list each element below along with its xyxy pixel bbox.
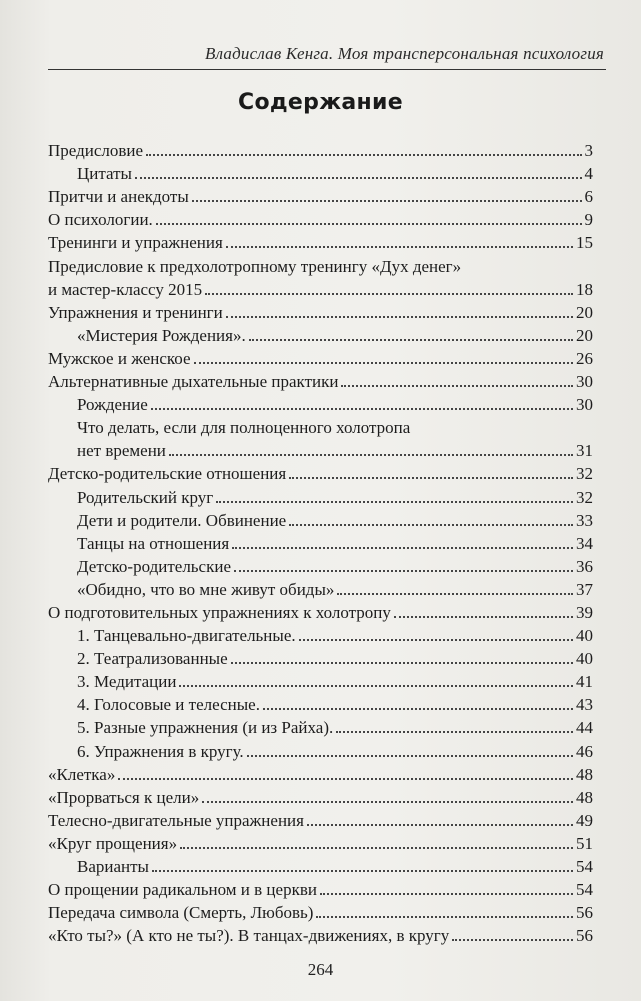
dot-leader [394, 616, 573, 618]
toc-entry-title: и мастер-классу 2015 [48, 279, 203, 299]
toc-entry [48, 715, 593, 738]
dot-leader [151, 408, 573, 410]
toc-entry [48, 531, 593, 554]
toc-entry-page: 30 [576, 395, 593, 415]
toc-entry-title: Мужское и женское [48, 348, 191, 368]
dot-leader [146, 154, 581, 156]
dot-leader [216, 501, 573, 503]
toc-entry-page: 32 [576, 464, 593, 484]
toc-entry [48, 600, 593, 623]
toc-entry-page: 51 [576, 833, 593, 853]
dot-leader [118, 778, 573, 780]
toc-entry-title: Упражнения и тренинги [48, 302, 223, 322]
toc-entry-title: «Мистерия Рождения». [77, 325, 246, 345]
toc-entry [48, 461, 593, 484]
toc-entry-title: Цитаты [77, 164, 132, 184]
toc-entry-title: Притчи и анекдоты [48, 187, 189, 207]
toc-entry-title: «Клетка» [48, 764, 116, 784]
toc-entry-page: 15 [576, 233, 593, 253]
dot-leader [156, 223, 582, 225]
toc-entry [48, 669, 593, 692]
dot-leader [249, 339, 573, 341]
dot-leader [169, 454, 573, 456]
toc-entry [48, 415, 593, 438]
toc-entry [48, 762, 593, 785]
toc-entry-page: 54 [576, 857, 593, 876]
toc-entry-title: 3. Медитации [77, 672, 177, 692]
toc-entry [48, 184, 593, 207]
toc-entry [48, 161, 593, 184]
toc-entry [48, 346, 593, 369]
toc-entry-page: 49 [576, 810, 593, 830]
table-of-contents [48, 138, 593, 946]
toc-entry-page: 34 [576, 533, 593, 553]
dot-leader [194, 362, 573, 364]
dot-leader [231, 662, 573, 664]
toc-entry [48, 554, 593, 577]
dot-leader [341, 385, 573, 387]
toc-entry-page: 18 [576, 279, 593, 299]
toc-entry [48, 738, 593, 761]
toc-entry-title: Родительский круг [77, 487, 214, 507]
dot-leader [226, 316, 573, 318]
page-number: 264 [307, 960, 334, 979]
toc-entry-page: 56 [576, 926, 593, 946]
dot-leader [180, 847, 573, 849]
toc-entry-page: 46 [576, 741, 593, 761]
dot-leader [320, 893, 573, 895]
toc-entry-title: Передача символа (Смерть, Любовь) [48, 903, 314, 923]
toc-entry [48, 253, 593, 276]
dot-leader [135, 177, 582, 179]
toc-entry-page: 30 [576, 372, 593, 392]
toc-entry-title: Что делать, если для полноценного холотропа [77, 418, 411, 438]
toc-entry-page: 9 [584, 210, 593, 230]
toc-entry [48, 577, 593, 600]
toc-entry-title: 4. Голосовые и телесные. [77, 695, 260, 715]
toc-entry [48, 508, 593, 531]
dot-leader [307, 824, 573, 826]
toc-entry-page: 54 [576, 880, 593, 900]
toc-entry-title: «Кто ты?» (А кто не ты?). В танцах-движениях, в кругу [48, 926, 450, 946]
dot-leader [336, 731, 573, 733]
toc-entry-title: Предисловие [48, 141, 144, 161]
toc-entry-title: О подготовительных упражнениях к холотропу [48, 602, 391, 622]
toc-entry-title: Танцы на отношения [77, 533, 230, 553]
toc-entry-title: «Прорваться к цели» [48, 787, 200, 807]
toc-entry [48, 438, 593, 461]
toc-entry-page: 6 [584, 187, 593, 207]
toc-entry-title: нет времени [77, 441, 166, 461]
toc-entry-page: 3 [584, 141, 593, 161]
toc-entry-page: 48 [576, 787, 593, 807]
dot-leader [337, 593, 573, 595]
toc-entry-page: 48 [576, 764, 593, 784]
toc-entry-page: 4 [584, 164, 593, 184]
toc-entry-title: «Обидно, что во мне живут обиды» [77, 579, 335, 599]
toc-entry-title: «Круг прощения» [48, 833, 178, 853]
toc-entry-title: Тренинги и упражнения [48, 233, 223, 253]
toc-entry [48, 277, 593, 300]
toc-entry-title: 5. Разные упражнения (и из Райха). [77, 718, 334, 738]
toc-entry-page: 40 [576, 626, 593, 646]
toc-entry-title: Телесно-двигательные упражнения [48, 810, 304, 830]
toc-entry-title: Альтернативные дыхательные практики [48, 372, 339, 392]
toc-entry [48, 808, 593, 831]
toc-entry [48, 323, 593, 346]
toc-entry-title: О прощении радикальном и в церкви [48, 880, 317, 900]
toc-entry [48, 207, 593, 230]
toc-entry [48, 300, 593, 323]
dot-leader [232, 547, 573, 549]
dot-leader [247, 755, 573, 757]
toc-entry [48, 923, 593, 946]
dot-leader [234, 570, 573, 572]
toc-entry-title: Рождение [77, 395, 148, 415]
dot-leader [316, 916, 573, 918]
dot-leader [179, 685, 573, 687]
toc-entry-page: 33 [576, 510, 593, 530]
toc-entry [48, 854, 593, 877]
toc-entry [48, 900, 593, 923]
toc-title: Содержание [238, 90, 403, 115]
dot-leader [452, 939, 573, 941]
toc-entry [48, 484, 593, 507]
toc-entry [48, 230, 593, 253]
dot-leader [289, 524, 573, 526]
toc-entry-page: 43 [576, 695, 593, 715]
toc-entry-title: Предисловие к предхолотропному тренингу «Дух денег» [48, 256, 462, 276]
toc-entry [48, 692, 593, 715]
dot-leader [152, 870, 573, 872]
toc-entry-title: Детско-родительские отношения [48, 464, 287, 484]
toc-entry-page: 44 [576, 718, 593, 738]
toc-entry [48, 392, 593, 415]
toc-entry-title: 6. Упражнения в кругу. [77, 741, 244, 761]
toc-entry [48, 831, 593, 854]
dot-leader [226, 246, 573, 248]
toc-entry [48, 785, 593, 808]
toc-entry-title: Варианты [77, 857, 149, 876]
toc-entry [48, 623, 593, 646]
toc-entry [48, 138, 593, 161]
toc-entry-page: 20 [576, 325, 593, 345]
toc-entry-page: 56 [576, 903, 593, 923]
dot-leader [299, 639, 573, 641]
toc-entry [48, 646, 593, 669]
header-rule [48, 69, 606, 70]
toc-entry-title: 2. Театрализованные [77, 649, 228, 669]
toc-entry-page: 26 [576, 348, 593, 368]
toc-entry-title: 1. Танцевально-двигательные. [77, 626, 296, 646]
dot-leader [202, 801, 573, 803]
running-header: Владислав Кенга. Моя трансперсональная психология [204, 44, 604, 63]
toc-entry-page: 32 [576, 487, 593, 507]
dot-leader [192, 200, 582, 202]
toc-entry-page: 37 [576, 579, 593, 599]
dot-leader [205, 293, 573, 295]
toc-entry-page: 39 [576, 602, 593, 622]
toc-entry-title: Дети и родители. Обвинение [77, 510, 287, 530]
toc-entry-page: 41 [576, 672, 593, 692]
dot-leader [289, 477, 573, 479]
toc-entry [48, 877, 593, 900]
dot-leader [263, 708, 573, 710]
toc-entry-title: О психологии. [48, 210, 153, 230]
toc-entry-page: 36 [576, 556, 593, 576]
toc-entry-page: 40 [576, 649, 593, 669]
toc-entry-title: Детско-родительские [77, 556, 232, 576]
toc-entry-page: 20 [576, 302, 593, 322]
toc-entry [48, 369, 593, 392]
toc-entry-page: 31 [576, 441, 593, 461]
